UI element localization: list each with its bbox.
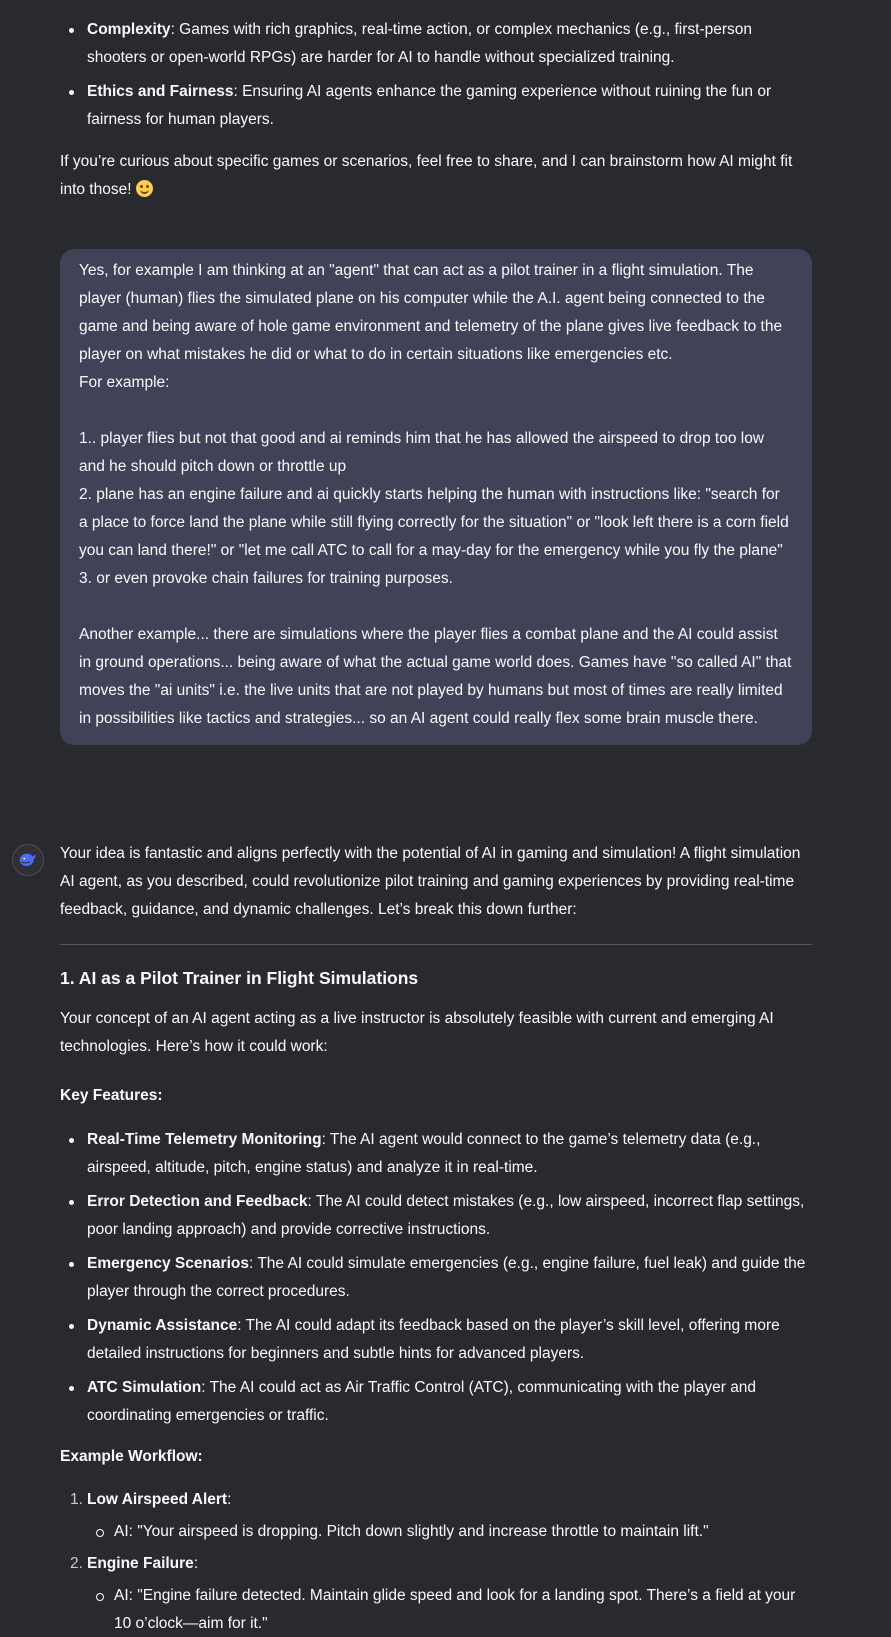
list-item: Real-Time Telemetry Monitoring: The AI agent would connect to the game’s telemetry data (e.g., airspeed, altitude, pitch, engine status) and analyze it in real-time. [60, 1126, 812, 1182]
list-item: Emergency Scenarios: The AI could simulate emergencies (e.g., engine failure, fuel leak) and guide the player through the correct procedures. [60, 1250, 812, 1306]
user-message-line: 2. plane has an engine failure and ai quickly starts helping the human with instructions like: "search for a place to force land the plane while still flying correctly for the situation" or "look left there is a corn field you can land there!" or "let me call ATC to call for a may-day for the emergency while you fly the plane" [79, 486, 794, 559]
list-item: Complexity: Games with rich graphics, real-time action, or complex mechanics (e.g., first-person shooters or open-world RPGs) are harder for AI to handle without specialized training. [60, 16, 812, 72]
list-item: Dynamic Assistance: The AI could adapt its feedback based on the player’s skill level, offering more detailed instructions for beginners and subtle hints for advanced players. [60, 1312, 812, 1368]
section-intro: Your concept of an AI agent acting as a live instructor is absolutely feasible with current and emerging AI technologies. Here’s how it could work: [60, 1010, 774, 1055]
list-item: ATC Simulation: The AI could act as Air Traffic Control (ATC), communicating with the player and coordinating emergencies or traffic. [60, 1374, 812, 1430]
closing-paragraph: If you’re curious about specific games or scenarios, feel free to share, and I can brainstorm how AI might fit into those! [60, 153, 793, 198]
workflow-detail-list [87, 1518, 812, 1546]
user-message-line: 1.. player flies but not that good and ai reminds him that he has allowed the airspeed to drop too low and he should pitch down or throttle up [79, 430, 769, 475]
list-item: AI: "Engine failure detected. Maintain glide speed and look for a landing spot. There’s a field at your 10 o’clock—aim for it." [87, 1582, 812, 1637]
list-item: 2. Engine Failure: AI: "Engine failure detected. Maintain glide speed and look for a landing spot. There’s a field at your 10 o’clock—aim for it." [60, 1550, 812, 1637]
previous-answer-bullets [60, 16, 812, 140]
assistant-intro: Your idea is fantastic and aligns perfectly with the potential of AI in gaming and simulation! A flight simulation AI agent, as you described, could revolutionize pilot training and gaming experiences by providing real-time feedback, guidance, and dynamic challenges. Let’s break this down further: [60, 845, 801, 918]
whale-logo-icon [17, 849, 39, 871]
list-item: 1. Low Airspeed Alert: AI: "Your airspeed is dropping. Pitch down slightly and increase throttle to maintain lift." [60, 1486, 812, 1546]
list-item: AI: "Your airspeed is dropping. Pitch down slightly and increase throttle to maintain lift." [87, 1518, 812, 1546]
user-message-line [79, 397, 792, 425]
user-message-line [79, 593, 792, 621]
user-message-line: Another example... there are simulations where the player flies a combat plane and the AI could assist in ground operations... being aware of what the actual game world does. Games have "so called AI" that moves the "ai units" i.e. the live units that are not played by humans but most of times are really limited in possibilities like tactics and strategies... so an AI agent could really flex some brain muscle there. [79, 626, 796, 727]
workflow-list [60, 1486, 812, 1637]
smiling-face-emoji-icon [136, 180, 153, 197]
list-item: Error Detection and Feedback: The AI could detect mistakes (e.g., low airspeed, incorrect flap settings, poor landing approach) and provide corrective instructions. [60, 1188, 812, 1244]
user-message-line: For example: [79, 374, 170, 391]
list-item: Ethics and Fairness: Ensuring AI agents enhance the gaming experience without ruining the fun or fairness for human players. [60, 78, 812, 134]
user-message-line: Yes, for example I am thinking at an "agent" that can act as a pilot trainer in a flight simulation. The player (human) flies the simulated plane on his computer while the A.I. agent being connected to the game and being aware of hole game environment and telemetry of the plane gives live feedback to the player on what mistakes he did or what to do in certain situations like emergencies etc. [79, 262, 787, 363]
section-title: 1. AI as a Pilot Trainer in Flight Simulations [60, 968, 419, 988]
section-divider [60, 944, 812, 945]
user-message-bubble [60, 249, 812, 745]
workflow-heading: Example Workflow: [60, 1448, 203, 1465]
user-message-line: 3. or even provoke chain failures for training purposes. [79, 570, 453, 587]
workflow-detail-list [87, 1582, 812, 1637]
features-heading: Key Features: [60, 1087, 163, 1104]
features-list [60, 1126, 812, 1436]
assistant-avatar [12, 844, 44, 876]
